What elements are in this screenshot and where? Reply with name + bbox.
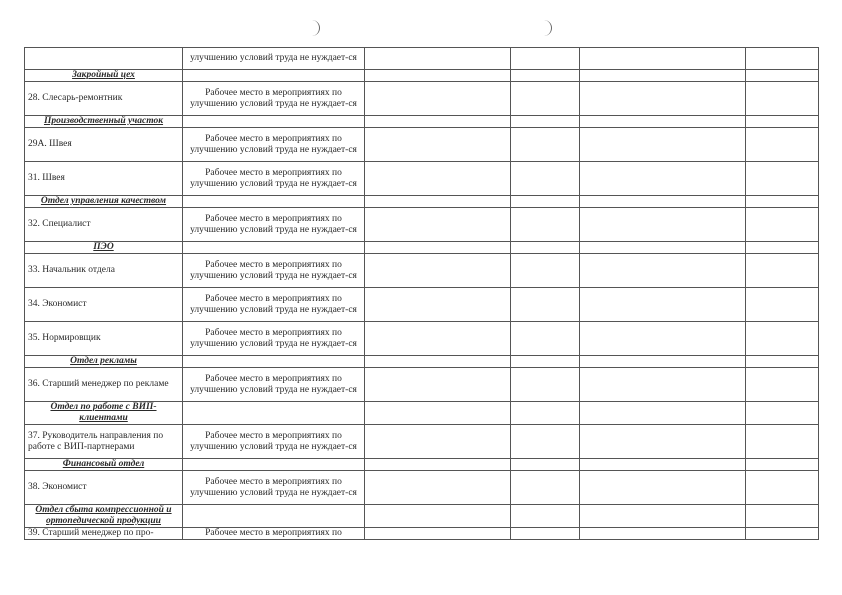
section-title: Закройный цех [25, 70, 183, 82]
measure-description: Рабочее место в мероприятиях по улучшению условий труда не нуждает-ся [183, 82, 365, 116]
empty-cell [365, 402, 511, 425]
empty-cell [511, 48, 580, 70]
table-body [25, 48, 819, 540]
empty-cell [746, 116, 819, 128]
table-row [25, 254, 819, 288]
measure-description: Рабочее место в мероприятиях по улучшению условий труда не нуждает-ся [183, 322, 365, 356]
empty-cell [365, 254, 511, 288]
empty-cell [580, 48, 746, 70]
section-row [25, 116, 819, 128]
empty-cell [580, 528, 746, 540]
section-title: Производственный участок [25, 116, 183, 128]
measure-description: Рабочее место в мероприятиях по улучшению условий труда не нуждает-ся [183, 254, 365, 288]
measure-description: Рабочее место в мероприятиях по улучшению условий труда не нуждает-ся [183, 162, 365, 196]
measures-table [24, 47, 819, 540]
empty-cell [746, 254, 819, 288]
position-name: 35. Нормировщик [25, 322, 183, 356]
empty-cell [580, 208, 746, 242]
empty-cell [365, 528, 511, 540]
empty-cell [365, 356, 511, 368]
section-title: Отдел по работе с ВИП-клиентами [25, 402, 183, 425]
empty-cell [511, 288, 580, 322]
table-row [25, 128, 819, 162]
empty-cell [580, 70, 746, 82]
empty-cell [746, 402, 819, 425]
empty-cell [746, 162, 819, 196]
section-title: Отдел сбыта компрессионной и ортопедической продукции [25, 505, 183, 528]
table-row [25, 162, 819, 196]
empty-cell [746, 48, 819, 70]
empty-cell [511, 128, 580, 162]
empty-cell [511, 116, 580, 128]
empty-cell [365, 288, 511, 322]
empty-cell [580, 322, 746, 356]
section-row [25, 505, 819, 528]
empty-cell [746, 70, 819, 82]
measure-description: улучшению условий труда не нуждает-ся [183, 48, 365, 70]
empty-cell [580, 128, 746, 162]
empty-cell [365, 116, 511, 128]
empty-cell [746, 528, 819, 540]
measure-description: Рабочее место в мероприятиях по улучшению условий труда не нуждает-ся [183, 368, 365, 402]
empty-cell [746, 356, 819, 368]
empty-cell [365, 368, 511, 402]
section-row [25, 242, 819, 254]
punch-hole-mark [305, 20, 320, 36]
position-name: 38. Экономист [25, 471, 183, 505]
empty-cell [580, 242, 746, 254]
position-name: 29А. Швея [25, 128, 183, 162]
position-name: 28. Слесарь-ремонтник [25, 82, 183, 116]
empty-cell [580, 254, 746, 288]
empty-cell [580, 505, 746, 528]
measure-description [183, 70, 365, 82]
position-name: 34. Экономист [25, 288, 183, 322]
empty-cell [746, 322, 819, 356]
position-name: 31. Швея [25, 162, 183, 196]
empty-cell [580, 402, 746, 425]
table-row [25, 528, 819, 540]
measure-description: Рабочее место в мероприятиях по улучшению условий труда не нуждает-ся [183, 128, 365, 162]
empty-cell [365, 322, 511, 356]
empty-cell [511, 82, 580, 116]
empty-cell [511, 70, 580, 82]
empty-cell [511, 471, 580, 505]
empty-cell [365, 505, 511, 528]
empty-cell [365, 425, 511, 459]
empty-cell [365, 242, 511, 254]
measure-description [183, 356, 365, 368]
section-row [25, 196, 819, 208]
empty-cell [511, 425, 580, 459]
table-row [25, 208, 819, 242]
empty-cell [580, 459, 746, 471]
position-name: 36. Старший менеджер по рекламе [25, 368, 183, 402]
empty-cell [511, 162, 580, 196]
empty-cell [746, 471, 819, 505]
position-name: 39. Старший менеджер по про- [25, 528, 183, 540]
position-name: 33. Начальник отдела [25, 254, 183, 288]
measure-description: Рабочее место в мероприятиях по улучшению условий труда не нуждает-ся [183, 208, 365, 242]
measure-description: Рабочее место в мероприятиях по улучшению условий труда не нуждает-ся [183, 288, 365, 322]
empty-cell [511, 528, 580, 540]
table-row [25, 425, 819, 459]
table-row [25, 48, 819, 70]
section-title: ПЭО [25, 242, 183, 254]
empty-cell [365, 70, 511, 82]
empty-cell [580, 162, 746, 196]
empty-cell [365, 128, 511, 162]
empty-cell [746, 82, 819, 116]
empty-cell [580, 196, 746, 208]
measure-description [183, 196, 365, 208]
position-name: 32. Специалист [25, 208, 183, 242]
section-title: Финансовый отдел [25, 459, 183, 471]
empty-cell [746, 288, 819, 322]
empty-cell [511, 402, 580, 425]
table-row [25, 368, 819, 402]
empty-cell [511, 322, 580, 356]
empty-cell [746, 368, 819, 402]
position-name: 37. Руководитель направления по работе с ВИП-партнерами [25, 425, 183, 459]
measure-description [183, 116, 365, 128]
table-row [25, 322, 819, 356]
empty-cell [746, 208, 819, 242]
section-title: Отдел рекламы [25, 356, 183, 368]
table-row [25, 288, 819, 322]
punch-hole-mark [537, 20, 552, 36]
empty-cell [511, 368, 580, 402]
empty-cell [365, 162, 511, 196]
empty-cell [746, 505, 819, 528]
empty-cell [511, 459, 580, 471]
empty-cell [746, 459, 819, 471]
empty-cell [746, 196, 819, 208]
section-row [25, 402, 819, 425]
empty-cell [580, 82, 746, 116]
measure-description: Рабочее место в мероприятиях по улучшению условий труда не нуждает-ся [183, 471, 365, 505]
section-row [25, 356, 819, 368]
measure-description: Рабочее место в мероприятиях по улучшению условий труда не нуждает-ся [183, 425, 365, 459]
empty-cell [580, 356, 746, 368]
empty-cell [580, 425, 746, 459]
empty-cell [365, 208, 511, 242]
empty-cell [365, 48, 511, 70]
empty-cell [365, 196, 511, 208]
empty-cell [580, 471, 746, 505]
empty-cell [746, 425, 819, 459]
measure-description [183, 402, 365, 425]
section-title: Отдел управления качеством [25, 196, 183, 208]
empty-cell [511, 208, 580, 242]
measure-description: Рабочее место в мероприятиях по [183, 528, 365, 540]
measure-description [183, 459, 365, 471]
measure-description [183, 505, 365, 528]
empty-cell [511, 196, 580, 208]
empty-cell [746, 128, 819, 162]
position-name [25, 48, 183, 70]
empty-cell [746, 242, 819, 254]
table-row [25, 82, 819, 116]
empty-cell [580, 288, 746, 322]
table-row [25, 471, 819, 505]
empty-cell [511, 242, 580, 254]
empty-cell [511, 254, 580, 288]
empty-cell [365, 82, 511, 116]
empty-cell [511, 356, 580, 368]
empty-cell [580, 116, 746, 128]
empty-cell [365, 459, 511, 471]
section-row [25, 70, 819, 82]
measure-description [183, 242, 365, 254]
empty-cell [580, 368, 746, 402]
empty-cell [365, 471, 511, 505]
empty-cell [511, 505, 580, 528]
section-row [25, 459, 819, 471]
